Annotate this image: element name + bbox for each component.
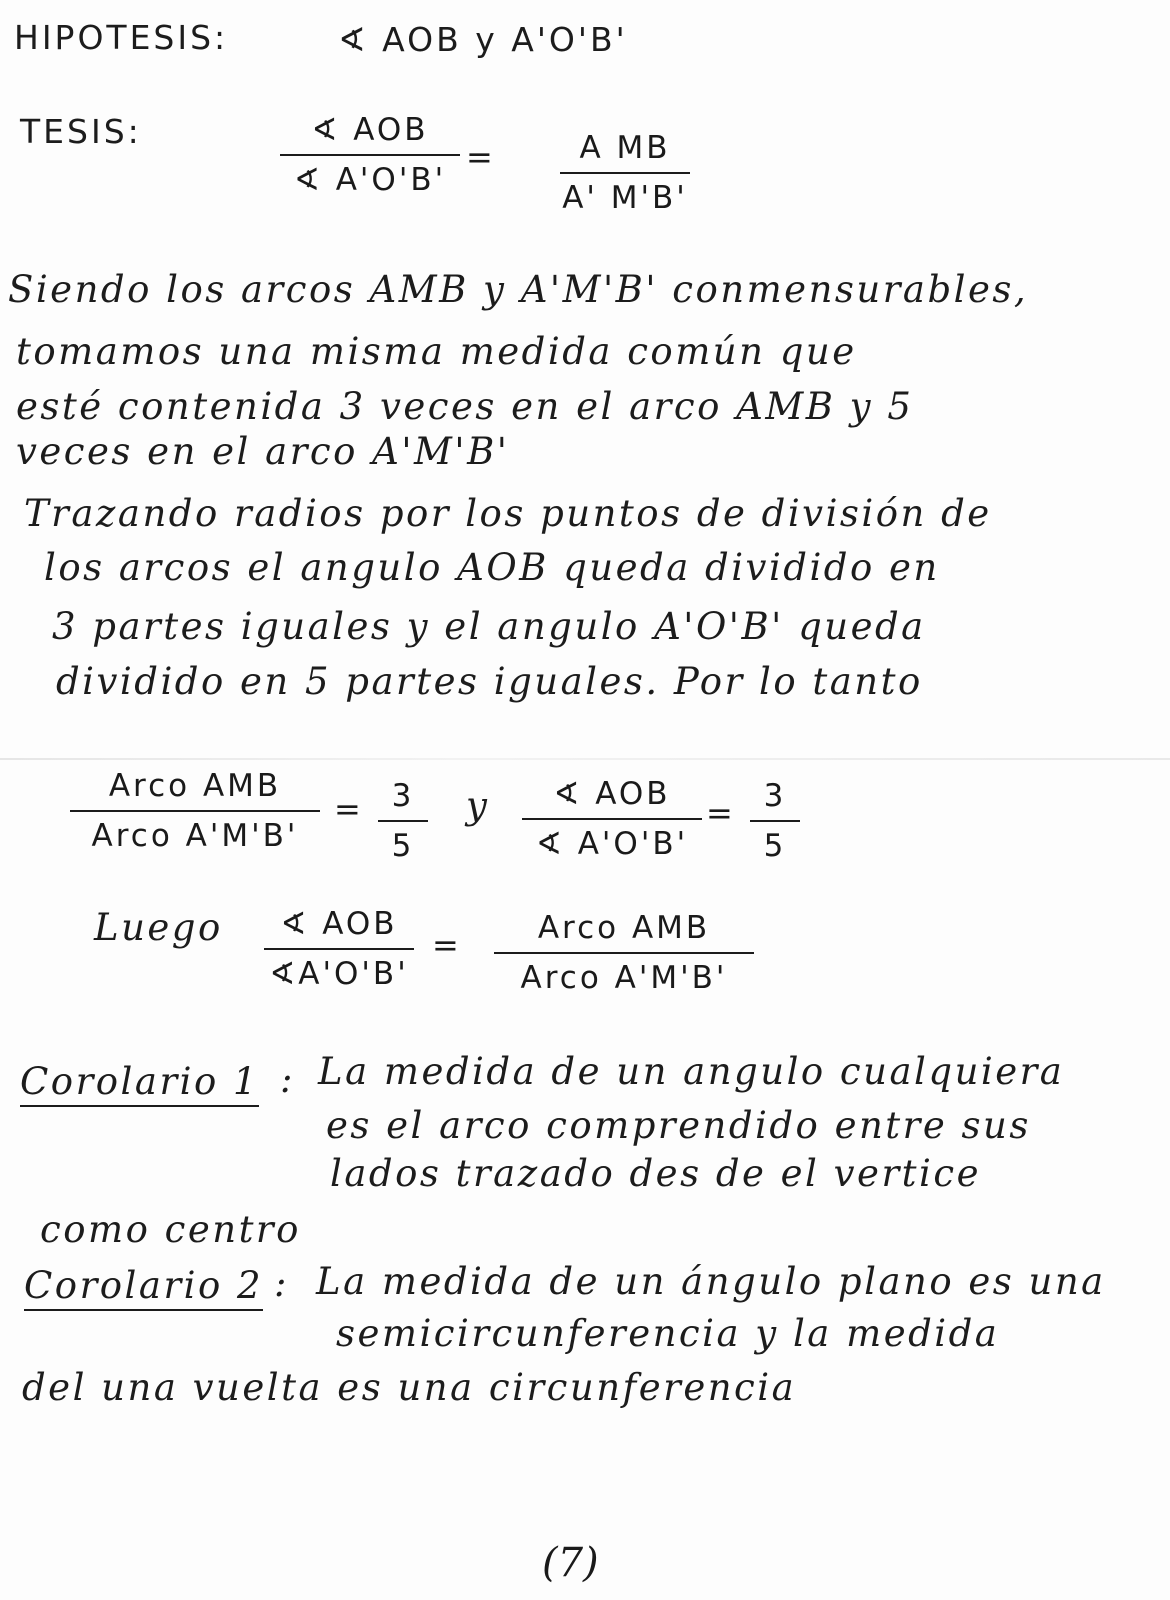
corolario2-label: Corolario 2 xyxy=(24,1264,263,1311)
corolario1-line2: es el arco comprendido entre sus xyxy=(326,1104,1031,1147)
paragraph1-line1: Siendo los arcos AMB y A'M'B' conmensurables, xyxy=(8,268,1029,311)
fraction-bar xyxy=(522,818,702,820)
hipotesis-statement: ∢ AOB y A'O'B' xyxy=(338,20,628,59)
corolario1-label-wrap xyxy=(20,1060,259,1103)
fraction-denominator: ∢ A'O'B' xyxy=(293,162,447,198)
page-number: (7) xyxy=(542,1540,599,1586)
corolario1-label: Corolario 1 xyxy=(20,1060,259,1107)
paragraph1-line2: tomamos una misma medida común que xyxy=(16,330,857,373)
ratio-three-fifths-2 xyxy=(750,778,800,864)
fraction-denominator: Arco A'M'B' xyxy=(91,818,299,854)
luego-right-fraction xyxy=(494,910,754,996)
ratio-arcs-fraction xyxy=(70,768,320,854)
fraction-numerator: Arco AMB xyxy=(537,910,711,946)
fraction-numerator: ∢ AOB xyxy=(311,112,429,148)
fraction-numerator: 3 xyxy=(391,778,415,814)
luego-label: Luego xyxy=(94,906,223,949)
fraction-numerator: ∢ AOB xyxy=(280,906,398,942)
fraction-denominator: Arco A'M'B' xyxy=(520,960,728,996)
fraction-denominator: 5 xyxy=(391,828,415,864)
corolario2-line2: semicircunferencia y la medida xyxy=(336,1312,1000,1355)
paragraph2-line3: 3 partes iguales y el angulo A'O'B' queda xyxy=(52,605,926,648)
fraction-denominator: ∢ A'O'B' xyxy=(535,826,689,862)
fraction-bar xyxy=(264,948,414,950)
fraction-numerator: Arco AMB xyxy=(108,768,282,804)
tesis-left-fraction xyxy=(280,112,460,198)
corolario1-line1: La medida de un angulo cualquiera xyxy=(318,1050,1065,1093)
fraction-denominator: 5 xyxy=(763,828,787,864)
fraction-numerator: A MB xyxy=(579,130,671,166)
paragraph2-line1: Trazando radios por los puntos de división de xyxy=(24,492,992,535)
paragraph2-line2: los arcos el angulo AOB queda dividido en xyxy=(44,546,940,589)
paragraph2-line4: dividido en 5 partes iguales. Por lo tanto xyxy=(56,660,923,703)
corolario1-line3: lados trazado des de el vertice xyxy=(330,1152,981,1195)
fraction-bar xyxy=(750,820,800,822)
corolario1-colon: : xyxy=(280,1058,295,1101)
paper-fold-line xyxy=(0,758,1170,760)
ratio-angles-fraction xyxy=(522,776,702,862)
luego-left-fraction xyxy=(264,906,414,992)
fraction-bar xyxy=(70,810,320,812)
fraction-bar xyxy=(560,172,690,174)
paragraph1-line4: veces en el arco A'M'B' xyxy=(16,430,510,473)
ratio-three-fifths-1 xyxy=(378,778,428,864)
corolario2-tail: del una vuelta es una circunferencia xyxy=(22,1366,797,1409)
paragraph1-line3: esté contenida 3 veces en el arco AMB y 5 xyxy=(16,385,914,428)
fraction-bar xyxy=(280,154,460,156)
corolario1-tail: como centro xyxy=(40,1208,301,1251)
luego-equals: = xyxy=(432,926,459,964)
tesis-label: TESIS: xyxy=(20,112,142,151)
fraction-bar xyxy=(494,952,754,954)
fraction-bar xyxy=(378,820,428,822)
tesis-right-fraction xyxy=(560,130,690,216)
ratio-conjunction: y xyxy=(466,784,490,827)
corolario2-colon: : xyxy=(274,1262,289,1305)
fraction-denominator: A' M'B' xyxy=(562,180,688,216)
corolario2-label-wrap xyxy=(24,1264,263,1307)
fraction-numerator: ∢ AOB xyxy=(553,776,671,812)
fraction-denominator: ∢A'O'B' xyxy=(269,956,409,992)
hipotesis-label: HIPOTESIS: xyxy=(14,18,229,57)
corolario2-line1: La medida de un ángulo plano es una xyxy=(316,1260,1106,1303)
ratio-equals-1: = xyxy=(334,790,361,828)
tesis-equals: = xyxy=(466,138,493,176)
ratio-equals-2: = xyxy=(706,794,733,832)
fraction-numerator: 3 xyxy=(763,778,787,814)
